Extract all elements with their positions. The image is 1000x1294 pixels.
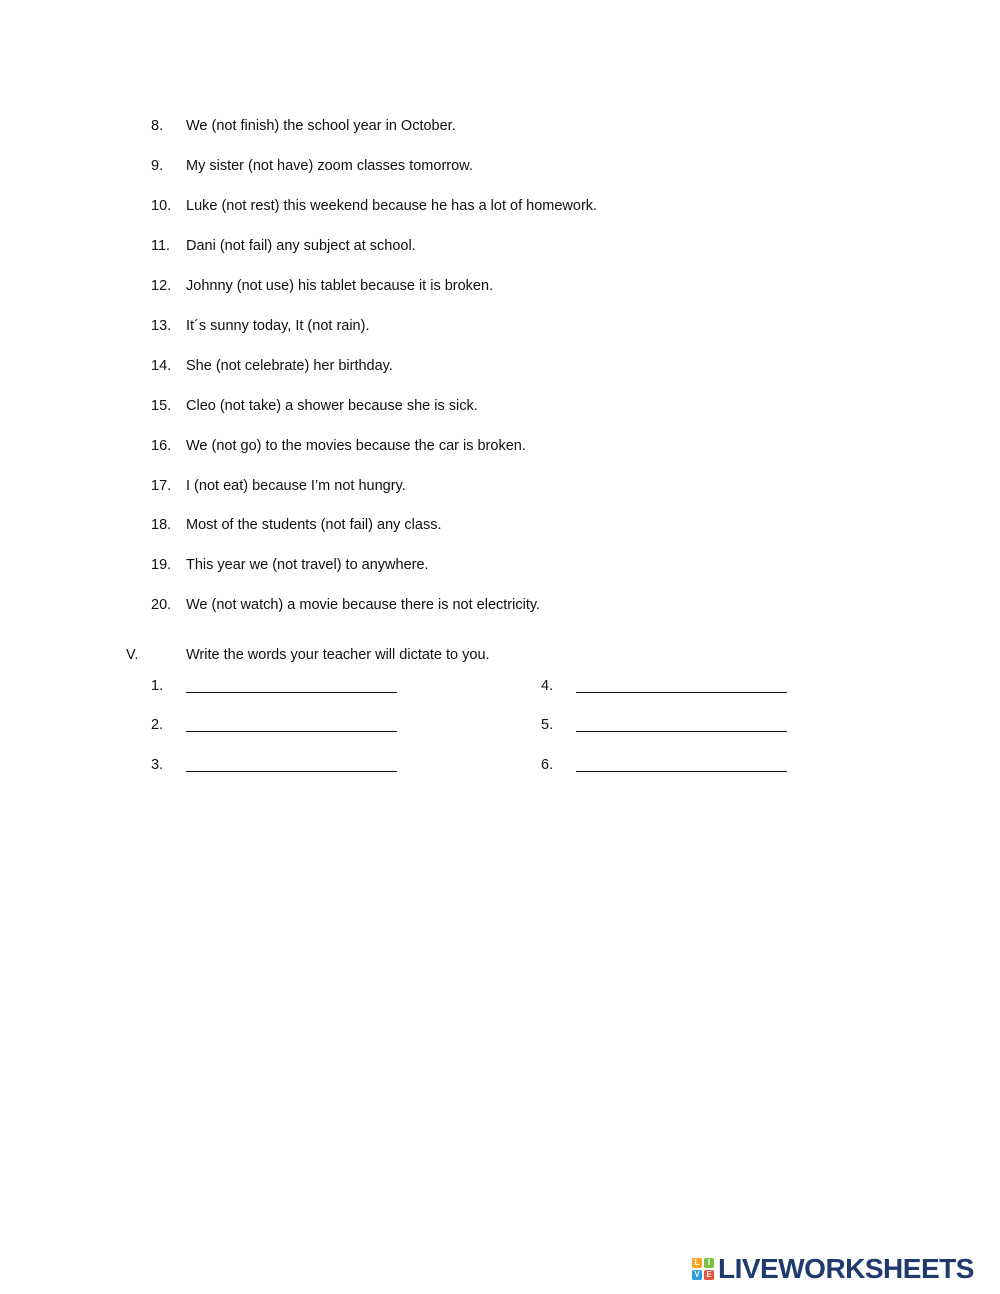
item-sentence: She (not celebrate) her birthday. — [186, 358, 393, 374]
logo-text: LIVEWORKSHEETS — [718, 1253, 974, 1284]
item-sentence: Johnny (not use) his tablet because it is broken. — [186, 278, 494, 294]
item-number: 9. — [151, 158, 164, 174]
logo-letter: V — [692, 1270, 702, 1280]
item-number: 16. — [151, 438, 172, 454]
logo-mark-icon — [692, 1258, 714, 1280]
answer-line[interactable] — [576, 731, 787, 732]
section-number: V. — [126, 647, 139, 663]
item-sentence: We (not finish) the school year in October. — [186, 118, 456, 134]
logo-letter: L — [692, 1258, 702, 1268]
item-number: 19. — [151, 557, 172, 573]
blank-number: 6. — [541, 757, 554, 773]
item-number: 15. — [151, 398, 172, 414]
answer-line[interactable] — [186, 771, 397, 772]
item-sentence: We (not watch) a movie because there is not electricity. — [186, 597, 541, 613]
item-number: 8. — [151, 118, 164, 134]
item-sentence: Dani (not fail) any subject at school. — [186, 238, 416, 254]
answer-line[interactable] — [576, 771, 787, 772]
item-sentence: Luke (not rest) this weekend because he has a lot of homework. — [186, 198, 598, 214]
item-sentence: Most of the students (not fail) any class. — [186, 517, 442, 533]
item-number: 13. — [151, 318, 172, 334]
item-number: 11. — [151, 238, 171, 254]
blank-number: 4. — [541, 678, 554, 694]
answer-line[interactable] — [576, 692, 787, 693]
item-number: 18. — [151, 517, 172, 533]
blank-number: 3. — [151, 757, 164, 773]
item-number: 10. — [151, 198, 172, 214]
item-sentence: My sister (not have) zoom classes tomorrow. — [186, 158, 473, 174]
answer-line[interactable] — [186, 731, 397, 732]
liveworksheets-logo — [692, 1254, 974, 1284]
item-sentence: This year we (not travel) to anywhere. — [186, 557, 429, 573]
item-number: 17. — [151, 478, 172, 494]
logo-letter: I — [704, 1258, 714, 1268]
answer-line[interactable] — [186, 692, 397, 693]
blank-number: 1. — [151, 678, 164, 694]
item-number: 14. — [151, 358, 172, 374]
item-sentence: I (not eat) because I’m not hungry. — [186, 478, 406, 494]
item-sentence: Cleo (not take) a shower because she is sick. — [186, 398, 478, 414]
blank-number: 5. — [541, 717, 554, 733]
blank-number: 2. — [151, 717, 164, 733]
logo-letter: E — [704, 1270, 714, 1280]
item-sentence: It´s sunny today, It (not rain). — [186, 318, 370, 334]
item-number: 12. — [151, 278, 172, 294]
item-number: 20. — [151, 597, 172, 613]
item-sentence: We (not go) to the movies because the car is broken. — [186, 438, 526, 454]
section-instruction: Write the words your teacher will dictate to you. — [186, 647, 490, 663]
